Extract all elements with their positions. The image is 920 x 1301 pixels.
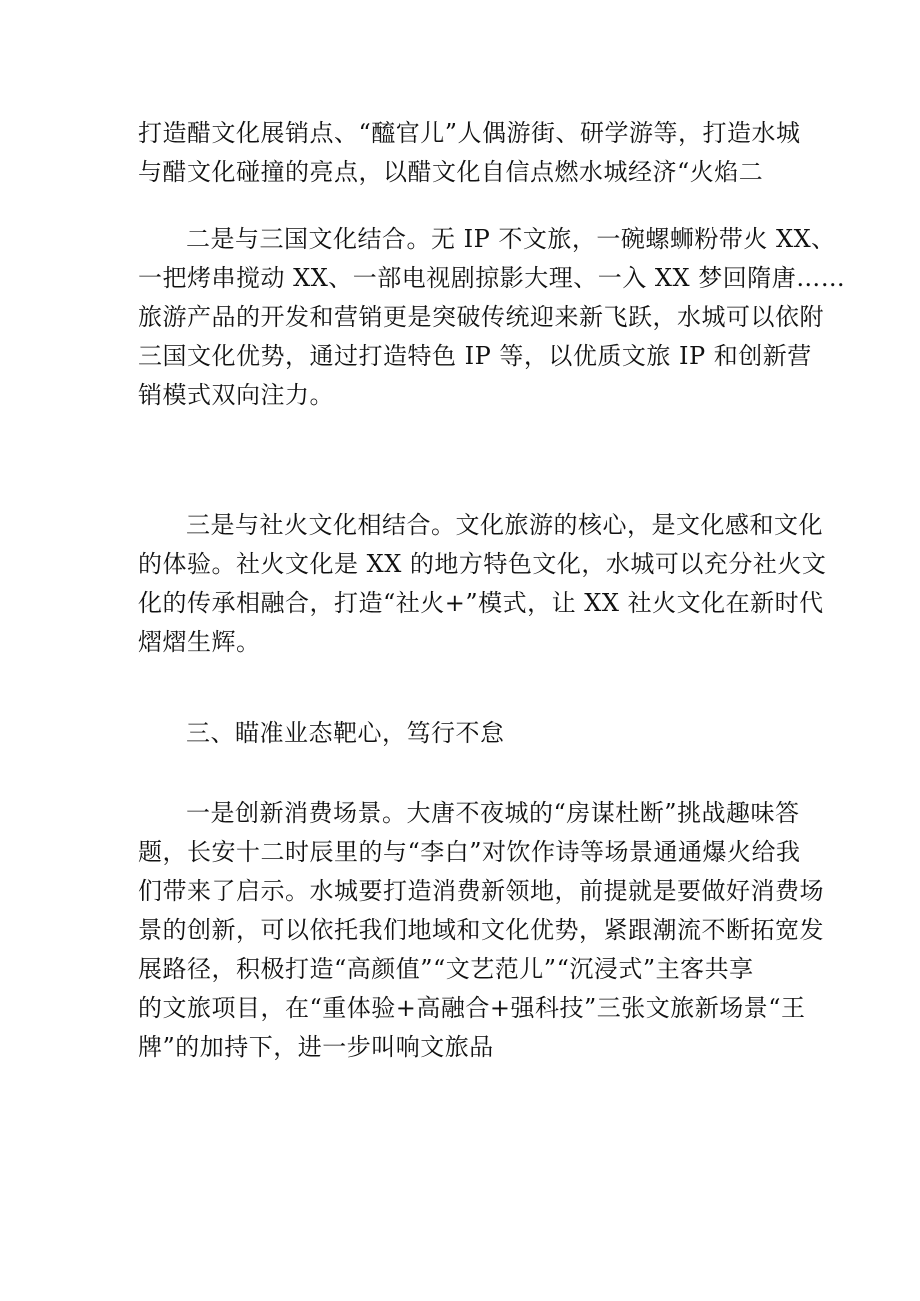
text-line: 打造醋文化展销点、“醯官儿”人偶游街、研学游等，打造水城 [138,119,801,147]
text-line: 熠熠生辉。 [138,628,261,656]
text-line: 题，长安十二时辰里的与“李白”对饮作诗等场景通通爆火给我 [138,838,801,866]
text-line: 一把烤串搅动 XX、一部电视剧掠影大理、一入 XX 梦回隋唐…… [138,264,846,292]
text-line: 的文旅项目，在“重体验+高融合+强科技”三张文旅新场景“王 [138,994,806,1022]
text-line: 化的传承相融合，打造“社火+”模式，让 XX 社火文化在新时代 [138,589,824,617]
text-line: 旅游产品的开发和营销更是突破传统迎来新飞跃，水城可以依附 [138,303,824,331]
text-line: 景的创新，可以依托我们地域和文化优势，紧跟潮流不断拓宽发 [138,916,824,944]
text-line: 销模式双向注力。 [138,381,334,409]
section-heading: 三、瞄准业态靶心，笃行不怠 [186,719,505,747]
text-line: 的体验。社火文化是 XX 的地方特色文化，水城可以充分社火文 [138,550,827,578]
text-line: 牌”的加持下，进一步叫响文旅品 [138,1033,494,1061]
text-line: 展路径，积极打造“高颜值”“文艺范儿”“沉浸式”主客共享 [138,955,754,983]
text-line: 二是与三国文化结合。无 IP 不文旅，一碗螺蛳粉带火 XX、 [186,225,836,253]
text-line: 与醋文化碰撞的亮点，以醋文化自信点燃水城经济“火焰二 [138,158,764,186]
text-line: 三国文化优势，通过打造特色 IP 等，以优质文旅 IP 和创新营 [138,342,812,370]
text-line: 们带来了启示。水城要打造消费新领地，前提就是要做好消费场 [138,877,824,905]
text-line: 一是创新消费场景。大唐不夜城的“房谋杜断”挑战趣味答 [186,799,800,827]
text-line: 三是与社火文化相结合。文化旅游的核心，是文化感和文化 [186,511,823,539]
